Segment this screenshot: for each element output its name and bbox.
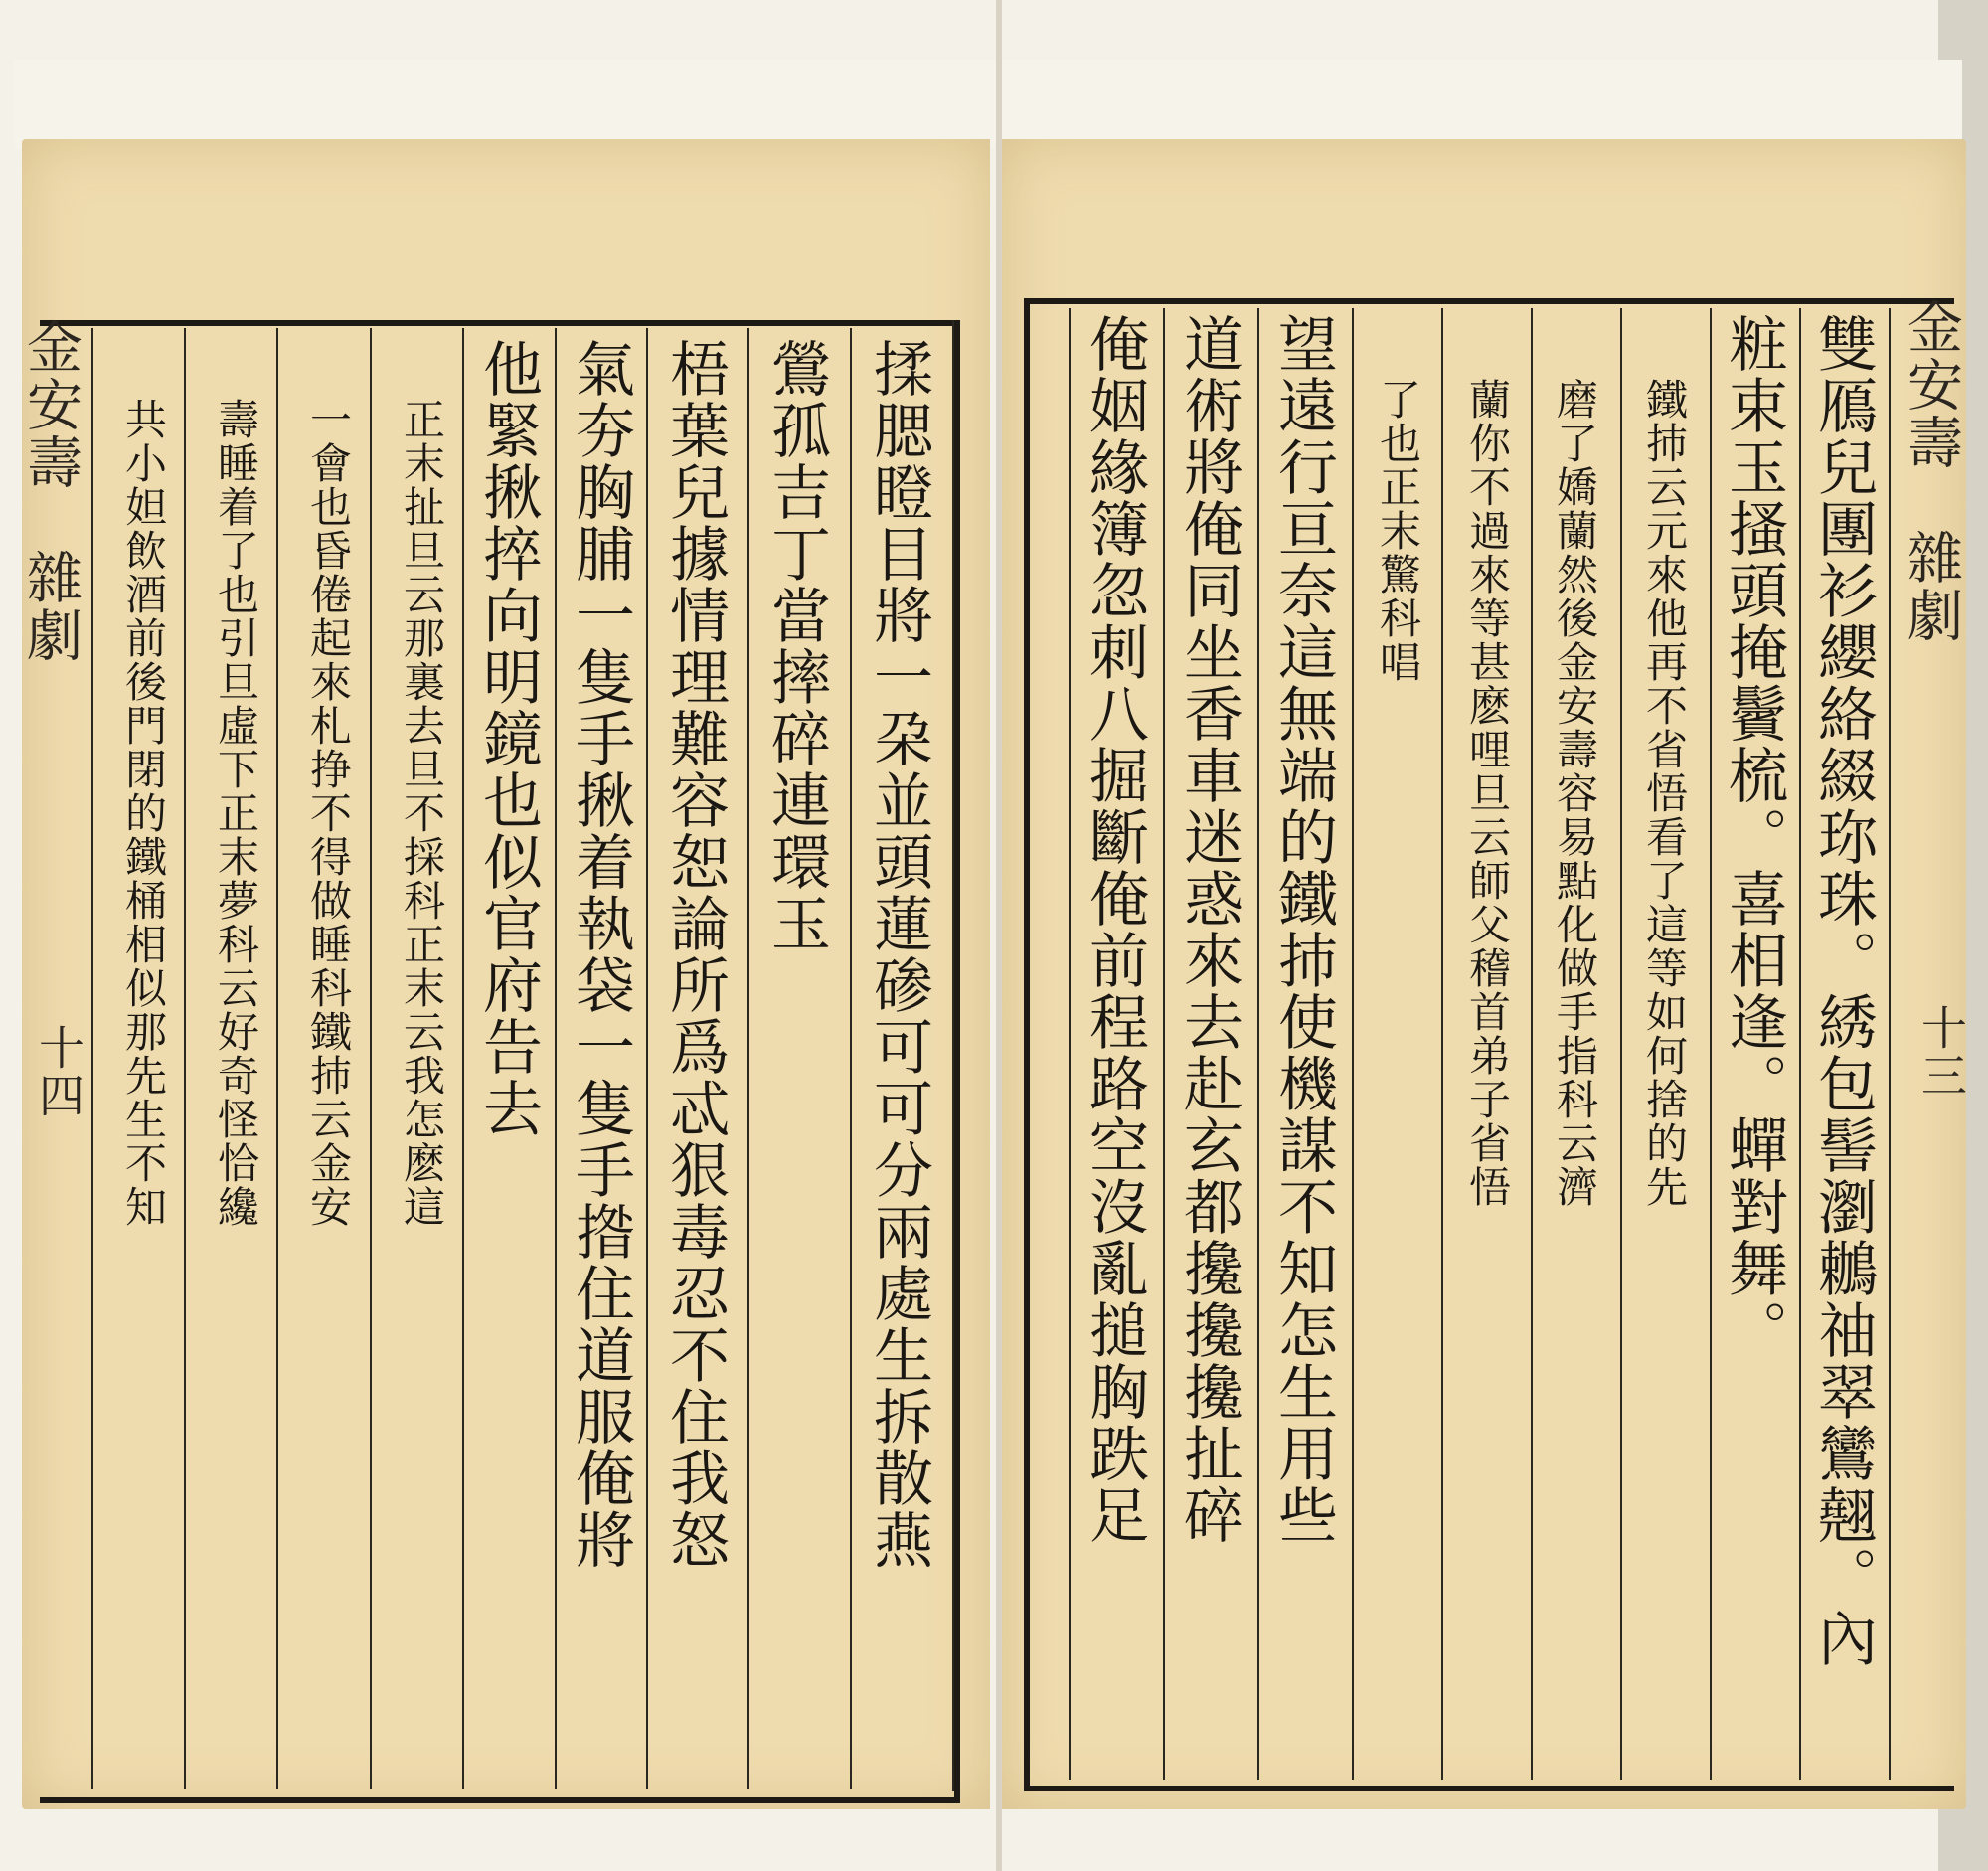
- column-rule: [1163, 308, 1165, 1780]
- left-margin-title: 金安壽 雜劇: [18, 318, 83, 664]
- column-rule: [1620, 308, 1622, 1780]
- column-rule: [1352, 308, 1354, 1780]
- column-rule: [184, 328, 186, 1789]
- text-column: 梧葉兒據情理難容恕論所爲忒狠毒忍不住我怒: [660, 338, 730, 1571]
- column-rule: [1441, 308, 1443, 1780]
- column-rule: [555, 328, 557, 1789]
- column-rule: [370, 328, 372, 1789]
- text-column: 磨了嬌蘭然後金安壽容易點化做手指科云濟: [1551, 378, 1599, 1209]
- text-column: 揉腮瞪目將一朶並頭蓮碜可可分兩處生拆散燕: [864, 338, 933, 1571]
- column-rule: [1710, 308, 1712, 1780]
- column-rule: [276, 328, 278, 1789]
- text-column: 粧束玉搔頭掩鬢梳。喜相逢。蟬對舞。: [1719, 313, 1788, 1361]
- column-rule: [91, 328, 93, 1789]
- text-column: 雙鴈兒團衫纓絡綴珎珠。綉包髻瀏鶒䄂翠鸞翹。內: [1808, 313, 1878, 1669]
- text-column: 蘭你不過來等甚麽哩旦云師父稽首弟子省悟: [1463, 378, 1512, 1209]
- column-rule: [952, 320, 954, 1791]
- text-column: 氣夯胸脯一隻手揪着執袋一隻手揝住道服俺將: [566, 338, 635, 1571]
- text-column: 共小妲飲酒前後門閉的鐵桶相似那先生不知: [119, 398, 168, 1229]
- right-page-number: 十三: [1914, 1004, 1968, 1100]
- text-column: 正末扯旦云那裏去旦不採科正末云我怎麽這: [398, 398, 446, 1229]
- column-rule: [850, 328, 852, 1789]
- column-rule: [646, 328, 648, 1789]
- text-column: 壽睡着了也引旦虛下正末夢科云好奇怪恰纔: [212, 398, 260, 1229]
- column-rule: [747, 328, 749, 1789]
- text-column: 了也正末驚科唱: [1374, 378, 1422, 684]
- text-column: 他緊揪捽向明鏡也似官府告去: [473, 338, 543, 1139]
- left-page-number: 十四: [32, 1024, 85, 1119]
- text-column: 道術將俺同坐香車迷惑來去赴玄都攙攙攙扯碎: [1174, 313, 1243, 1546]
- text-column: 鶯孤吉丁當摔碎連環玉: [761, 338, 831, 954]
- text-column: 鐵㧊云元來他再不省悟看了這等如何捨的先: [1640, 378, 1689, 1209]
- column-rule: [1531, 308, 1533, 1780]
- column-rule: [462, 328, 464, 1789]
- text-column: 望遠行亘奈這無端的鐵㧊使機謀不知怎生用些: [1268, 313, 1338, 1546]
- column-rule: [1799, 308, 1801, 1780]
- column-rule: [1069, 308, 1071, 1780]
- column-rule: [1257, 308, 1259, 1780]
- page-edge-top: [14, 60, 1962, 149]
- column-rule: [1889, 308, 1891, 1780]
- right-margin-title: 金安壽 雜劇: [1899, 298, 1963, 644]
- text-column: 俺姻緣簿忽刺八掘斷俺前程路空沒亂搥胸跌足: [1079, 313, 1149, 1546]
- text-column: 一會也昏倦起來札挣不得做睡科鐵㧊云金安: [304, 398, 353, 1229]
